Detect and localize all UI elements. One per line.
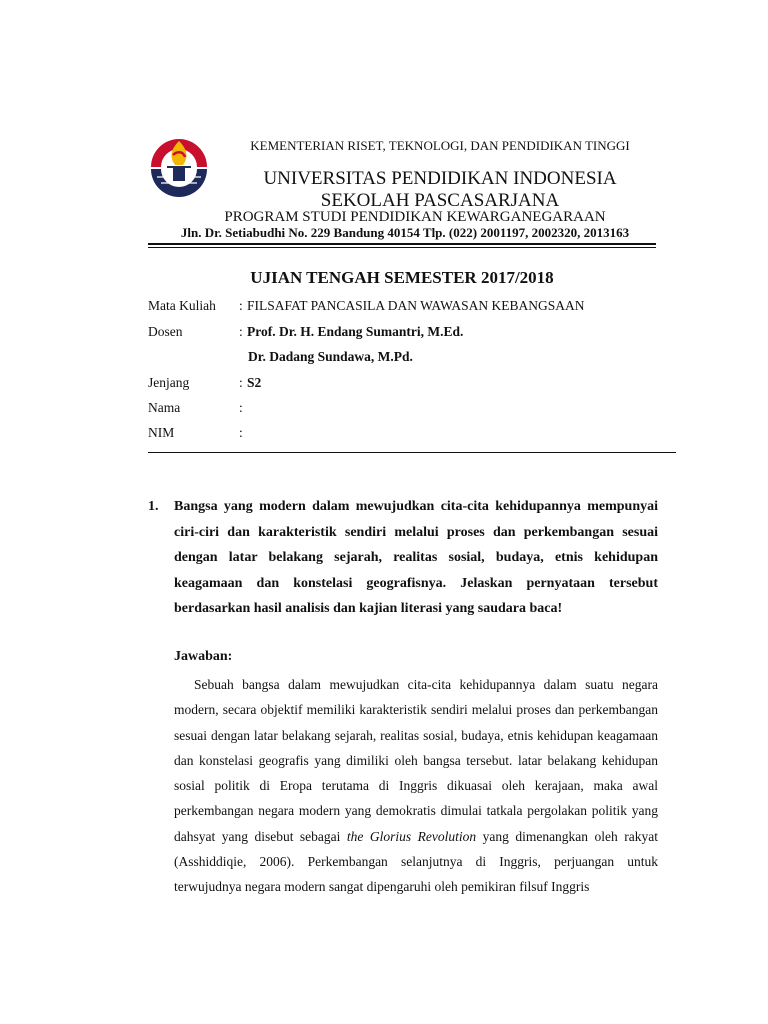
school-name: SEKOLAH PASCASARJANA — [320, 190, 560, 211]
name-label: Nama — [148, 400, 181, 415]
answer-italic-term: the Glorius Revolution — [346, 828, 477, 844]
answer-label: Jawaban: — [174, 649, 233, 664]
letterhead-rule-thick — [148, 243, 656, 245]
colon: : — [239, 375, 243, 390]
info-row-course — [148, 298, 668, 316]
answer-part-2: yang dimenangkan oleh rakyat (Asshiddiqie, 2006). Perkembangan selanjutnya di Inggris, perjuangan untuk terwujudnya negara modern sangat dipengaruhi oleh pemikiran filsuf Inggris — [174, 828, 658, 895]
info-row-lecturer — [148, 324, 668, 342]
exam-title: UJIAN TENGAH SEMESTER 2017/2018 — [250, 268, 554, 287]
colon: : — [239, 324, 243, 339]
answer-body — [174, 672, 658, 900]
lecturer-label: Dosen — [148, 324, 183, 339]
university-name: UNIVERSITAS PENDIDIKAN INDONESIA — [263, 168, 617, 189]
info-row-nim — [148, 425, 668, 443]
university-logo — [147, 133, 211, 197]
colon: : — [239, 425, 243, 440]
lecturer-2: Dr. Dadang Sundawa, M.Pd. — [248, 349, 413, 364]
colon: : — [239, 298, 243, 313]
address-line: Jln. Dr. Setiabudhi No. 229 Bandung 40154 Tlp. (022) 2001197, 2002320, 2013163 — [180, 225, 630, 240]
question-number: 1. — [148, 499, 159, 514]
course-label: Mata Kuliah — [148, 298, 216, 313]
info-row-level — [148, 375, 668, 393]
nim-label: NIM — [148, 425, 175, 440]
answer-part-1: Sebuah bangsa dalam mewujudkan cita-cita kehidupannya dalam suatu negara modern, secara objektif memiliki karakteristik sendiri melalui proses dan perkembangan sesuai dengan latar belakang sejarah, realitas sosial, budaya, etnis kehidupan keagamaan dan konstelasi geografis yang dimiliki oleh bangsa tersebut. latar belakang kehidupan sosial politik di Eropa terutama di Inggris dikuasai oleh kerajaan, maka awal perkembangan negara modern yang demokratis dimulai tatkala pergolakan politik yang dahsyat yang disebut sebagai — [174, 677, 658, 844]
ministry-name: KEMENTERIAN RISET, TEKNOLOGI, DAN PENDIDIKAN TINGGI — [250, 138, 630, 153]
question-text: Bangsa yang modern dalam mewujudkan cita-cita kehidupannya mempunyai ciri-ciri dan karakteristik sendiri melalui proses dan perkembangan sesuai dengan latar belakang sejarah, realitas sosial, budaya, etnis kehidupan keagamaan dan konstelasi geografisnya. Jelaskan pernyataan tersebut berdasarkan hasil analisis dan kajian literasi yang saudara baca! — [174, 499, 658, 616]
info-divider — [148, 452, 676, 453]
course-value: FILSAFAT PANCASILA DAN WAWASAN KEBANGSAAN — [247, 298, 585, 313]
level-label: Jenjang — [148, 375, 190, 390]
info-row-lecturer-2 — [148, 349, 668, 367]
letterhead-rule-thin — [148, 247, 656, 248]
level-value: S2 — [247, 375, 262, 390]
info-row-name — [148, 400, 668, 418]
colon: : — [239, 400, 243, 415]
lecturer-1: Prof. Dr. H. Endang Sumantri, M.Ed. — [247, 324, 464, 339]
program-name: PROGRAM STUDI PENDIDIKAN KEWARGANEGARAAN — [224, 209, 606, 225]
